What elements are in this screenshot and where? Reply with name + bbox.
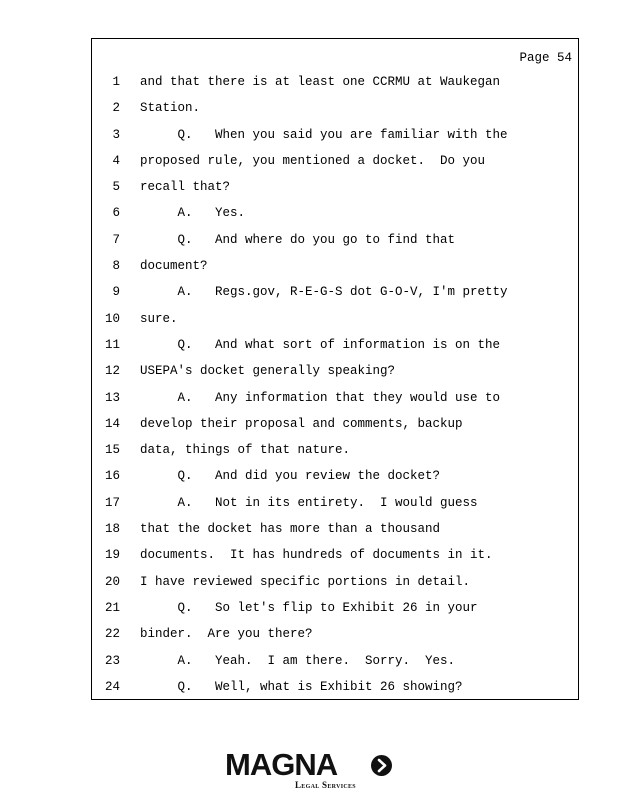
transcript-line	[92, 358, 578, 384]
transcript-line	[92, 569, 578, 595]
line-number: 9	[112, 285, 120, 300]
line-text: Q. And where do you go to find that	[140, 232, 456, 247]
line-text: A. Yeah. I am there. Sorry. Yes.	[140, 653, 456, 668]
transcript-line	[92, 95, 578, 121]
line-number: 15	[104, 443, 120, 458]
line-number: 20	[104, 574, 120, 589]
transcript-line	[92, 69, 578, 95]
line-text: develop their proposal and comments, backup	[140, 416, 463, 431]
line-number: 10	[104, 311, 120, 326]
transcript-line	[92, 595, 578, 621]
line-number: 2	[112, 101, 120, 116]
line-text: recall that?	[140, 180, 231, 195]
logo-subtitle: Legal Services	[295, 780, 356, 790]
line-number: 8	[112, 259, 120, 274]
line-text: data, things of that nature.	[140, 443, 351, 458]
line-text: binder. Are you there?	[140, 627, 313, 642]
line-number: 23	[104, 653, 120, 668]
line-text: Q. And did you review the docket?	[140, 469, 441, 484]
transcript-line	[92, 490, 578, 516]
line-text: USEPA's docket generally speaking?	[140, 364, 396, 379]
transcript-line	[92, 437, 578, 463]
line-number: 24	[104, 679, 120, 694]
line-text: I have reviewed specific portions in detail.	[140, 574, 471, 589]
line-text: that the docket has more than a thousand	[140, 522, 441, 537]
line-text: and that there is at least one CCRMU at Waukegan	[140, 75, 501, 89]
transcript-lines	[92, 69, 578, 700]
line-number: 3	[112, 127, 120, 142]
line-text: Q. So let's flip to Exhibit 26 in your	[140, 600, 478, 615]
line-text: sure.	[140, 311, 178, 326]
line-text: A. Any information that they would use to	[140, 390, 501, 405]
line-number: 13	[104, 390, 120, 405]
transcript-line	[92, 648, 578, 674]
line-number: 4	[112, 153, 120, 168]
line-text: Q. Well, what is Exhibit 26 showing?	[140, 679, 463, 694]
line-text: Station.	[140, 101, 201, 116]
transcript-line	[92, 148, 578, 174]
transcript-page	[91, 38, 579, 700]
line-number: 19	[104, 548, 120, 563]
chevron-right-icon	[371, 755, 392, 776]
transcript-line	[92, 227, 578, 253]
line-text: A. Not in its entirety. I would guess	[140, 495, 478, 510]
line-number: 11	[104, 337, 120, 352]
transcript-line	[92, 516, 578, 542]
line-text: A. Yes.	[140, 206, 246, 221]
line-text: Q. And what sort of information is on the	[140, 337, 501, 352]
line-number: 1	[112, 75, 120, 89]
line-number: 17	[104, 495, 120, 510]
page-number: Page 54	[519, 51, 572, 65]
transcript-line	[92, 306, 578, 332]
line-number: 12	[104, 364, 120, 379]
line-number: 21	[104, 600, 120, 615]
transcript-line	[92, 542, 578, 568]
line-text: A. Regs.gov, R-E-G-S dot G-O-V, I'm pretty	[140, 285, 508, 300]
line-text: proposed rule, you mentioned a docket. Do you	[140, 153, 486, 168]
line-text: document?	[140, 259, 208, 274]
line-text: documents. It has hundreds of documents in it.	[140, 548, 493, 563]
transcript-line	[92, 174, 578, 200]
line-number: 14	[104, 416, 120, 431]
logo-wordmark: MAGNA	[225, 747, 338, 782]
transcript-line	[92, 253, 578, 279]
transcript-line	[92, 122, 578, 148]
transcript-line	[92, 621, 578, 647]
transcript-line	[92, 385, 578, 411]
magna-logo	[225, 748, 400, 792]
line-number: 6	[112, 206, 120, 221]
line-text: Q. When you said you are familiar with the	[140, 127, 508, 142]
transcript-line	[92, 411, 578, 437]
line-number: 22	[104, 627, 120, 642]
line-number: 7	[112, 232, 120, 247]
transcript-line	[92, 200, 578, 226]
transcript-line	[92, 332, 578, 358]
transcript-line	[92, 674, 578, 700]
line-number: 18	[104, 522, 120, 537]
line-number: 5	[112, 180, 120, 195]
transcript-line	[92, 463, 578, 489]
transcript-line	[92, 279, 578, 305]
line-number: 16	[104, 469, 120, 484]
